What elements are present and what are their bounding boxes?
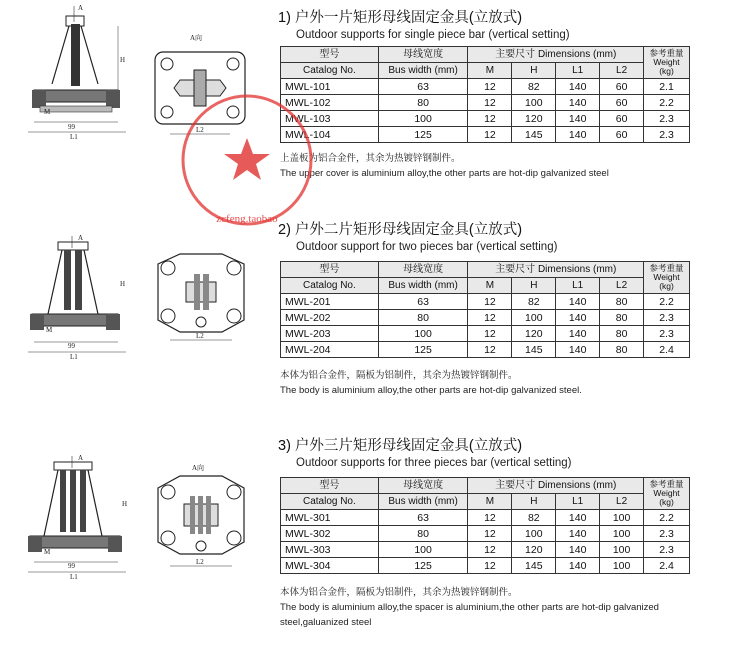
header-bus-width-en: Bus width (mm) xyxy=(378,278,468,294)
label-l2: L2 xyxy=(196,332,204,340)
header-bus-width-en: Bus width (mm) xyxy=(378,63,468,79)
section-note-cn: 本体为铝合金件，隔板为铝制件，其余为热镀锌钢制件。 xyxy=(280,370,518,381)
label-99: 99 xyxy=(68,123,75,131)
label-a: A xyxy=(78,4,84,12)
header-l2: L2 xyxy=(600,278,644,294)
section-subtitle: Outdoor supports for three pieces bar (vertical setting) xyxy=(296,457,572,469)
table-row: MWL-203 100 12 120 140 80 2.3 xyxy=(281,326,690,342)
label-l1: L1 xyxy=(70,133,78,141)
label-h: H xyxy=(120,56,126,64)
label-l2: L2 xyxy=(196,126,204,134)
table-row: MWL-304 125 12 145 140 100 2.4 xyxy=(281,558,690,574)
label-a: A xyxy=(78,234,84,242)
section-title: 3) 户外三片矩形母线固定金具(立放式) xyxy=(278,438,523,454)
header-model-en: Catalog No. xyxy=(281,278,379,294)
table-row: MWL-301 63 12 82 140 100 2.2 xyxy=(281,510,690,526)
label-99: 99 xyxy=(68,562,75,570)
spec-table xyxy=(280,46,690,143)
header-dimensions: 主要尺寸 Dimensions (mm) xyxy=(468,478,644,494)
top-view-drawing xyxy=(150,462,255,572)
header-model-cn: 型号 xyxy=(281,478,379,494)
section-note-en: The body is aluminium alloy,the spacer is aluminium,the other parts are hot-dip galvanized xyxy=(280,602,659,613)
header-m: M xyxy=(468,278,512,294)
label-a: A xyxy=(78,454,84,462)
header-weight: 参考重量 Weight (kg) xyxy=(644,478,690,510)
label-m: M xyxy=(44,548,51,556)
header-model-en: Catalog No. xyxy=(281,494,379,510)
section-title: 2) 户外二片矩形母线固定金具(立放式) xyxy=(278,222,523,238)
side-view-drawing xyxy=(22,452,132,581)
spec-table xyxy=(280,261,690,358)
header-bus-width-cn: 母线宽度 xyxy=(378,262,468,278)
label-l2: L2 xyxy=(196,558,204,566)
table-row: MWL-204 125 12 145 140 80 2.4 xyxy=(281,342,690,358)
label-l1: L1 xyxy=(70,353,78,361)
header-l1: L1 xyxy=(556,494,600,510)
header-bus-width-cn: 母线宽度 xyxy=(378,47,468,63)
side-view-drawing xyxy=(22,232,132,361)
header-model-en: Catalog No. xyxy=(281,63,379,79)
label-h: H xyxy=(120,280,126,288)
section-note-en: The upper cover is aluminium alloy,the other parts are hot-dip galvanized steel xyxy=(280,168,609,179)
header-bus-width-en: Bus width (mm) xyxy=(378,494,468,510)
header-weight: 参考重量 Weight (kg) xyxy=(644,47,690,79)
header-h: H xyxy=(512,63,556,79)
section-note-en: The body is aluminium alloy,the other parts are hot-dip galvanized steel. xyxy=(280,385,582,396)
table-row: MWL-302 80 12 100 140 100 2.3 xyxy=(281,526,690,542)
header-model-cn: 型号 xyxy=(281,262,379,278)
header-h: H xyxy=(512,278,556,294)
top-view-drawing xyxy=(150,246,255,356)
section-note-cn: 本体为铝合金件，隔板为铝制件，其余为热镀锌钢制件。 xyxy=(280,587,518,598)
header-model-cn: 型号 xyxy=(281,47,379,63)
table-row: MWL-101 63 12 82 140 60 2.1 xyxy=(281,79,690,95)
top-view-drawing xyxy=(150,30,255,140)
section-note-en-cont: steel,galuanized steel xyxy=(280,617,372,628)
header-m: M xyxy=(468,63,512,79)
header-dimensions: 主要尺寸 Dimensions (mm) xyxy=(468,262,644,278)
label-m: M xyxy=(46,326,53,334)
label-h: H xyxy=(122,500,128,508)
header-h: H xyxy=(512,494,556,510)
table-row: MWL-202 80 12 100 140 80 2.3 xyxy=(281,310,690,326)
label-m: M xyxy=(44,108,51,116)
label-99: 99 xyxy=(68,342,75,350)
header-l1: L1 xyxy=(556,63,600,79)
section-title: 1) 户外一片矩形母线固定金具(立放式) xyxy=(278,10,523,26)
header-l1: L1 xyxy=(556,278,600,294)
section-subtitle: Outdoor supports for single piece bar (vertical setting) xyxy=(296,29,570,41)
header-weight: 参考重量 Weight (kg) xyxy=(644,262,690,294)
header-l2: L2 xyxy=(600,494,644,510)
section-note-cn: 上盖板为铝合金件，其余为热镀锌钢制件。 xyxy=(280,153,461,164)
table-row: MWL-103 100 12 120 140 60 2.3 xyxy=(281,111,690,127)
header-l2: L2 xyxy=(600,63,644,79)
label-a-view: A向 xyxy=(192,464,205,472)
section-subtitle: Outdoor support for two pieces bar (vertical setting) xyxy=(296,241,558,253)
table-row: MWL-201 63 12 82 140 80 2.2 xyxy=(281,294,690,310)
label-a-view: A向 xyxy=(190,34,203,42)
header-dimensions: 主要尺寸 Dimensions (mm) xyxy=(468,47,644,63)
table-row: MWL-104 125 12 145 140 60 2.3 xyxy=(281,127,690,143)
stamp-url-text: zcfeng.taobao xyxy=(216,213,278,225)
spec-table xyxy=(280,477,690,574)
label-l1: L1 xyxy=(70,573,78,581)
side-view-drawing xyxy=(22,2,132,141)
header-bus-width-cn: 母线宽度 xyxy=(378,478,468,494)
table-row: MWL-102 80 12 100 140 60 2.2 xyxy=(281,95,690,111)
table-row: MWL-303 100 12 120 140 100 2.3 xyxy=(281,542,690,558)
header-m: M xyxy=(468,494,512,510)
